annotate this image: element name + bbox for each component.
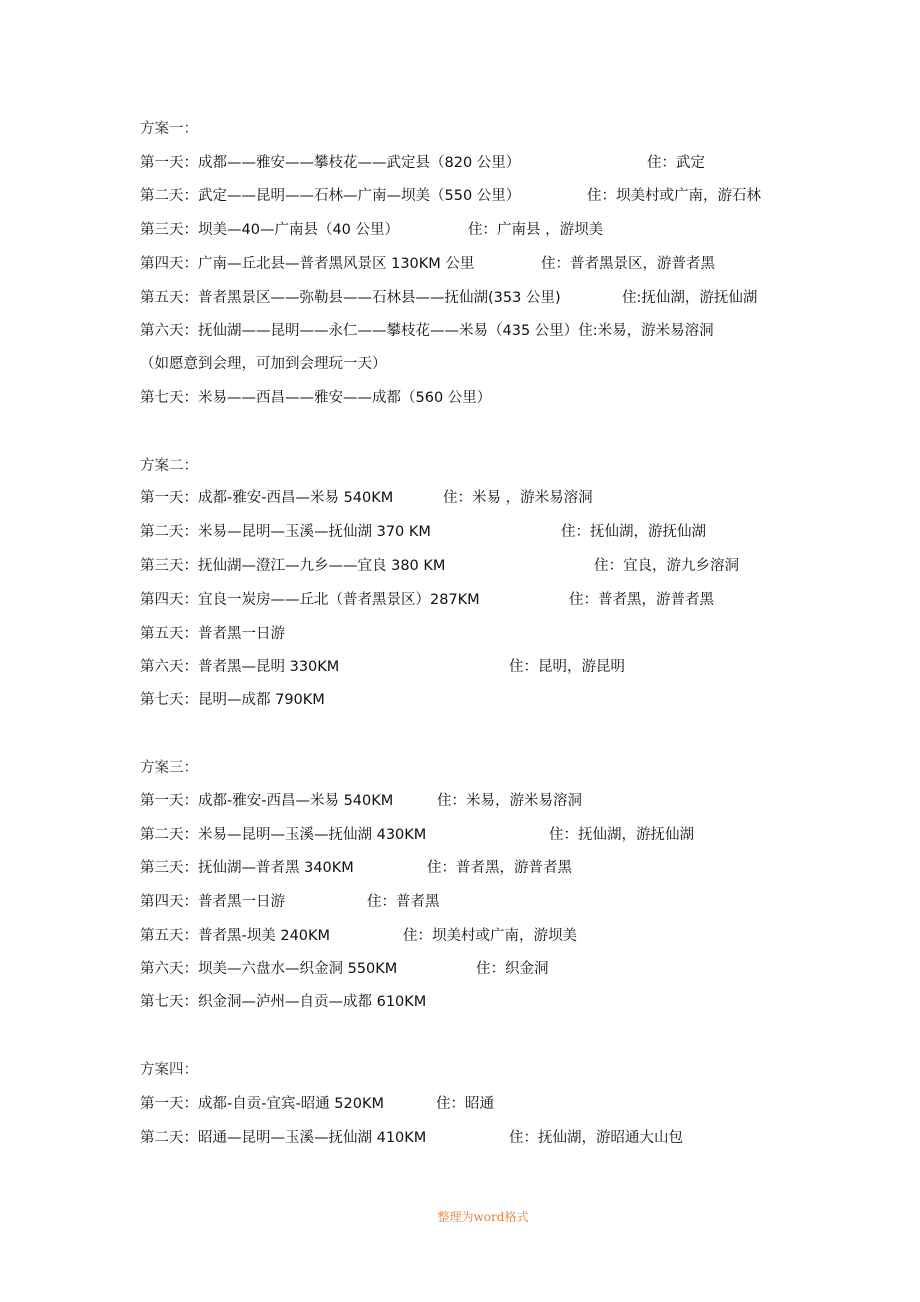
itinerary-day-route: 第一天：成都-雅安-西昌—米易 540KM — [140, 490, 394, 506]
itinerary-day-stay: 住：普者黑，游普者黑 — [427, 860, 572, 876]
itinerary-day-stay: 住：普者黑 — [367, 894, 440, 910]
itinerary-day-route: 第四天：普者黑一日游 — [140, 894, 285, 910]
plan-title: 方案三： — [140, 760, 198, 776]
itinerary-day-route: 第三天：坝美—40—广南县（40 公里） — [140, 222, 400, 238]
itinerary-day-stay: 住:抚仙湖，游抚仙湖 — [622, 290, 758, 306]
itinerary-day-stay: 住：米易，游米易溶洞 — [437, 793, 582, 809]
itinerary-day-stay: 住：武定 — [647, 155, 705, 171]
plan-title: 方案二： — [140, 458, 198, 474]
footer-note: 整理为word格式 — [437, 1210, 529, 1224]
plan-title: 方案四： — [140, 1062, 198, 1078]
itinerary-day-route: 第五天：普者黑一日游 — [140, 626, 285, 642]
plan-title: 方案一： — [140, 121, 198, 137]
itinerary-day-stay: 住：普者黑景区，游普者黑 — [541, 256, 715, 272]
itinerary-day-route: 第五天：普者黑景区——弥勒县——石林县——抚仙湖(353 公里) — [140, 290, 561, 306]
itinerary-day-stay: 住：昆明，游昆明 — [509, 659, 625, 675]
itinerary-day-route: 第六天：普者黑—昆明 330KM — [140, 659, 340, 675]
itinerary-day-route: 第三天：抚仙湖—普者黑 340KM — [140, 860, 354, 876]
itinerary-day-route: 第六天：抚仙湖——昆明——永仁——攀枝花——米易（435 公里）住:米易，游米易溶洞 — [140, 323, 714, 339]
itinerary-day-route: 第二天：昭通—昆明—玉溪—抚仙湖 410KM — [140, 1130, 427, 1146]
itinerary-day-stay: 住：织金洞 — [476, 961, 549, 977]
itinerary-day-route: 第一天：成都-自贡-宜宾-昭通 520KM — [140, 1096, 384, 1112]
itinerary-day-route: 第七天：米易——西昌——雅安——成都（560 公里） — [140, 390, 492, 406]
itinerary-day-route: 第七天：织金洞—泸州—自贡—成都 610KM — [140, 994, 427, 1010]
itinerary-day-stay: 住：抚仙湖，游抚仙湖 — [561, 524, 706, 540]
itinerary-day-route: 第四天：广南—丘北县—普者黑风景区 130KM 公里 — [140, 256, 475, 272]
itinerary-day-route: 第二天：武定——昆明——石林—广南—坝美（550 公里） — [140, 188, 521, 204]
itinerary-day-stay: 住：坝美村或广南，游石林 — [587, 188, 761, 204]
itinerary-day-stay: 住：坝美村或广南，游坝美 — [403, 928, 577, 944]
itinerary-day-route: 第四天：宜良一炭房——丘北（普者黑景区）287KM — [140, 592, 480, 608]
itinerary-day-stay: 住：普者黑，游普者黑 — [569, 592, 714, 608]
itinerary-day-route: 第七天：昆明—成都 790KM — [140, 692, 325, 708]
itinerary-day-route: 第一天：成都——雅安——攀枝花——武定县（820 公里） — [140, 155, 521, 171]
itinerary-day-stay: 住：抚仙湖，游昭通大山包 — [509, 1130, 683, 1146]
itinerary-day-route: 第三天：抚仙湖—澄江—九乡——宜良 380 KM — [140, 558, 446, 574]
itinerary-day-stay: 住：宜良，游九乡溶洞 — [594, 558, 739, 574]
itinerary-day-route: 第一天：成都-雅安-西昌—米易 540KM — [140, 793, 394, 809]
itinerary-day-stay: 住：昭通 — [436, 1096, 494, 1112]
itinerary-day-route: （如愿意到会理，可加到会理玩一天） — [140, 356, 387, 372]
itinerary-day-route: 第五天：普者黑-坝美 240KM — [140, 928, 331, 944]
itinerary-day-route: 第六天：坝美—六盘水—织金洞 550KM — [140, 961, 398, 977]
itinerary-day-stay: 住：抚仙湖，游抚仙湖 — [549, 827, 694, 843]
itinerary-day-route: 第二天：米易—昆明—玉溪—抚仙湖 430KM — [140, 827, 427, 843]
itinerary-day-route: 第二天：米易—昆明—玉溪—抚仙湖 370 KM — [140, 524, 431, 540]
itinerary-day-stay: 住：广南县 ，游坝美 — [468, 222, 604, 238]
itinerary-day-stay: 住：米易 ，游米易溶洞 — [443, 490, 593, 506]
